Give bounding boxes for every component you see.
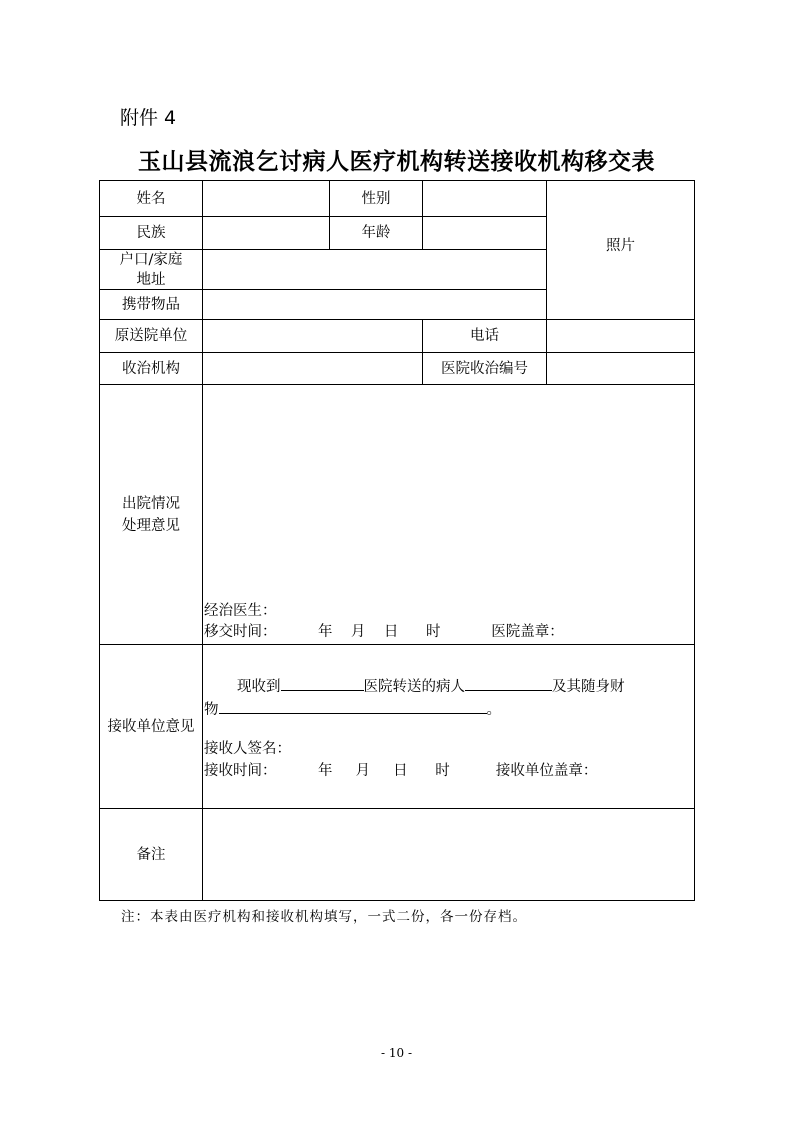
form-title: 玉山县流浪乞讨病人医疗机构转送接收机构移交表 [138, 148, 655, 175]
hospital-transfer-text: 医院转送的病人 [363, 679, 465, 695]
belongings-label: 携带物品 [122, 296, 180, 313]
photo-box[interactable] [547, 181, 694, 319]
age-field[interactable] [423, 217, 546, 249]
ethnicity-label: 民族 [136, 225, 166, 241]
page-number: - 10 - [380, 1046, 412, 1060]
admitting-org-label: 收治机构 [122, 360, 180, 377]
table-border-bottom [99, 900, 695, 901]
received-statement [237, 674, 625, 697]
footer-note: 注：本表由医疗机构和接收机构填写，一式二份，各一份存档。 [121, 909, 527, 925]
period: 。 [486, 702, 501, 718]
origin-hospital-field[interactable] [203, 320, 422, 352]
admitting-org-field[interactable] [203, 353, 422, 384]
property-blank[interactable] [219, 697, 487, 714]
discharge-label: 出院情况 处理意见 [122, 495, 180, 534]
age-label: 年龄 [361, 225, 391, 241]
address-field[interactable] [203, 250, 546, 289]
patient-blank[interactable] [465, 674, 552, 691]
name-label: 姓名 [136, 190, 166, 207]
remarks-field[interactable] [203, 809, 694, 900]
photo-label: 照片 [606, 238, 635, 254]
handover-time-line: 移交时间： 年 月 日 时 医院盖章： [204, 624, 564, 640]
table-border-right [694, 180, 695, 901]
phone-label: 电话 [470, 328, 499, 344]
ethnicity-field[interactable] [203, 217, 329, 249]
attachment-label: 附件 4 [120, 107, 177, 129]
gender-label: 性别 [361, 190, 391, 207]
receive-time-line: 接收时间： 年 月 日 时 接收单位盖章： [204, 763, 598, 779]
hospital-blank[interactable] [281, 674, 364, 691]
origin-hospital-label: 原送院单位 [114, 328, 188, 344]
gender-field[interactable] [423, 181, 546, 216]
admission-number-label: 医院收治编号 [441, 360, 528, 377]
receiving-label: 接收单位意见 [107, 718, 195, 735]
phone-field[interactable] [547, 320, 694, 352]
attending-doctor-label: 经治医生： [204, 603, 277, 619]
belongings-suffix: 及其随身财 [552, 679, 625, 695]
received-prefix: 现收到 [237, 679, 281, 695]
belongings-field[interactable] [203, 290, 546, 319]
belongings-line-prefix: 物 [204, 702, 219, 718]
address-label: 户口/家庭 地址 [119, 251, 183, 288]
admission-number-field[interactable] [547, 353, 694, 384]
remarks-label: 备注 [136, 846, 166, 863]
belongings-statement [204, 697, 501, 720]
receiver-signature-label: 接收人签名： [204, 741, 291, 757]
name-field[interactable] [203, 181, 329, 216]
